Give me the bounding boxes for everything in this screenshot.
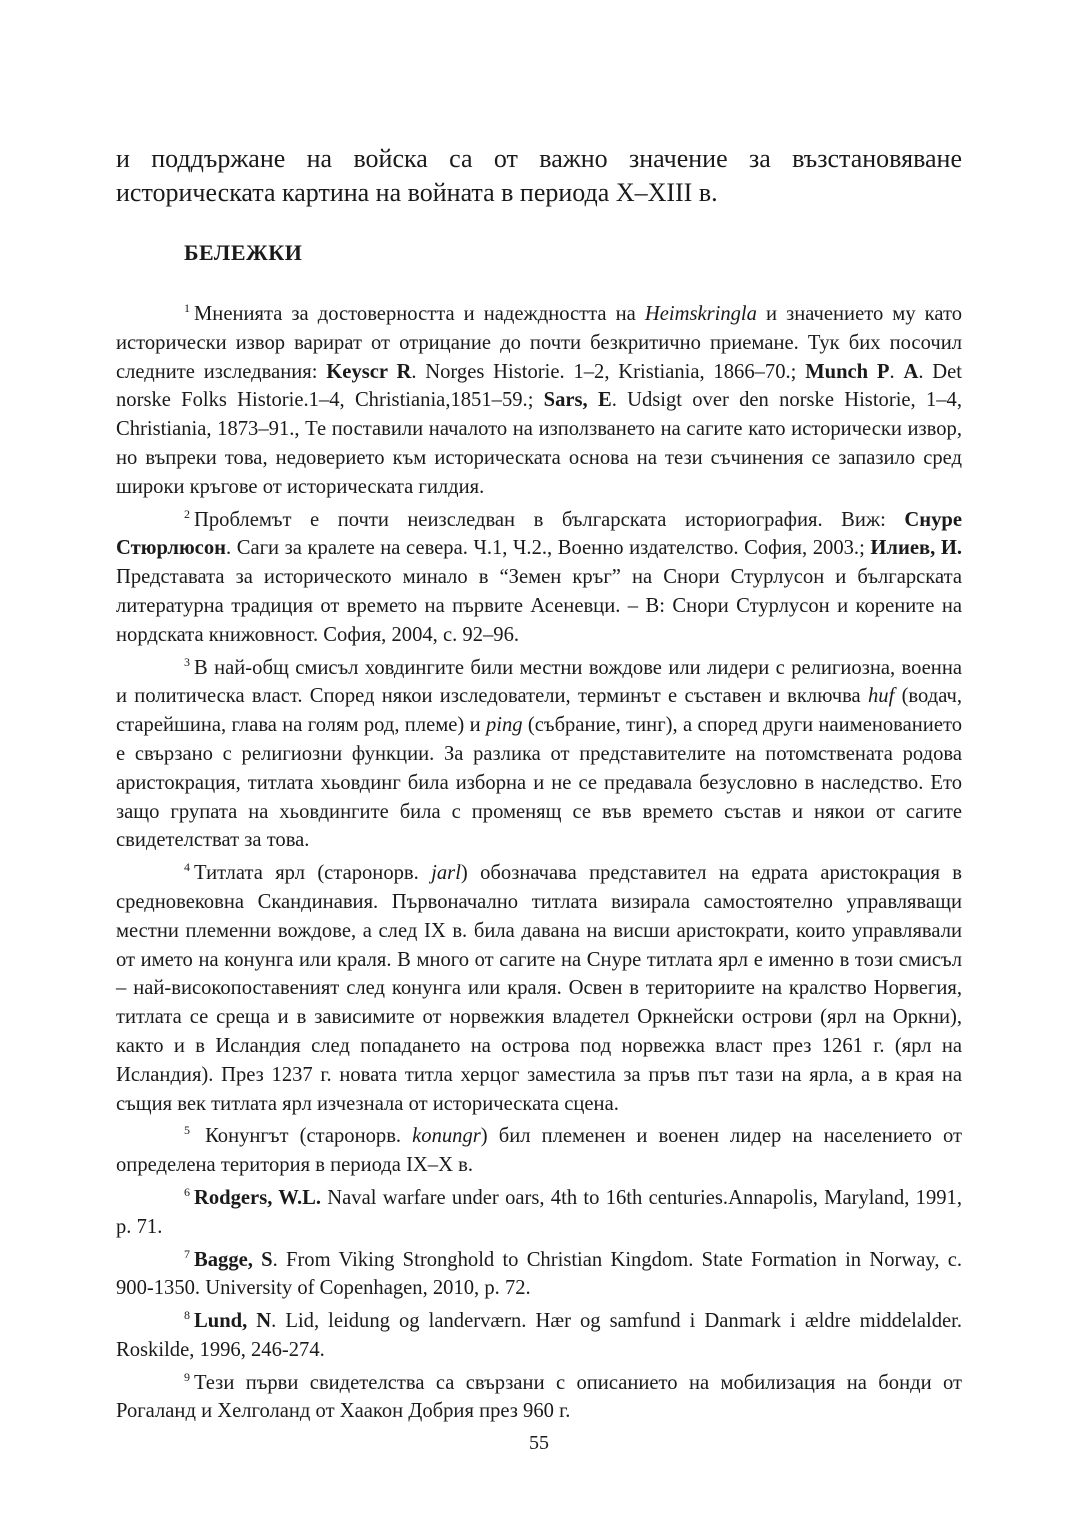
bold-reference: Sars, E: [543, 389, 612, 412]
note-text-run: Мненията за достоверността и надеждността на: [194, 303, 645, 325]
note-text-run: Титлата ярл (старонорв.: [194, 862, 432, 885]
note-3-text: [116, 654, 963, 852]
note-number: 8: [184, 1308, 190, 1323]
note-text-run: . Norges Historie. 1–2, Kristiania, 1866–70.;: [411, 360, 806, 383]
note-text-run: . Саги за кралете на севера. Ч.1, Ч.2., Военно издателство. София, 2003.;: [226, 537, 871, 560]
bold-reference: Снуре Стюрлюсон: [116, 508, 962, 560]
note-number: 7: [184, 1246, 190, 1261]
note-text-run: Представата за историческото минало в “Земен кръг” на Снори Стурлусон и българската литературна традиция от времето на първите Асеневци. – В: Снори Стурлусон и корените на нордската книжовност. София, 2004, с. 92–96.: [116, 566, 962, 646]
note-5: [116, 1122, 962, 1180]
italic-term: jarl: [431, 862, 461, 885]
note-8: [116, 1307, 962, 1365]
note-9: [116, 1369, 962, 1427]
note-text-run: ) обозначава представител на едрата аристокрация в средновековна Скандинавия. Първоначално титлата визирала самостоятелно управляващи местни племенни вождове, а след IX в. била давана на висши аристократи, които управлявали от името на конунга или краля. В много от сагите на Снуре титлата ярл е именно в този смисъл – най-високопоставеният след конунга или краля. Освен в териториите на кралство Норвегия, титлата се среща и в зависимите от норвежкия владетел Оркнейски острови (ярл на Оркни), както и в Исландия след попадането на острова под норвежка власт през 1261 г. (ярл на Исландия). През 1237 г. новата титла херцог заместила за пръв път тази на ярла, а в края на същия век титлата ярл изчезнала от историческата сцена.: [116, 862, 962, 1115]
bold-reference: Илиев, И.: [870, 537, 962, 560]
notes-list: [116, 300, 962, 1430]
note-text-run: . Det norske Folks Historie.1–4, Christiania,1851–59.;: [116, 360, 963, 412]
notes-heading: БЕЛЕЖКИ: [184, 240, 303, 265]
note-4: [116, 859, 962, 1118]
note-number: 4: [184, 860, 190, 875]
note-8-text: [116, 1310, 962, 1361]
note-2: [116, 506, 962, 650]
note-4-text: [116, 862, 962, 1114]
note-text-run: . Udsigt over den norske Historie, 1–4, Christiania, 1873–91., Те поставили началото на използването на сагите като исторически извор, но въпреки това, недоверието към историческата основа на тези съчинения се запазило сред широки кръгове от историческата гилдия.: [116, 389, 962, 498]
note-text-run: Тези първи свидетелства са свързани с описанието на мобилизация на бонди от Рогаланд и Хелголанд от Хаакон Добрия през 960 г.: [116, 1371, 962, 1423]
note-text-run: ) бил племенен и военен лидер на населението от определена територия в периода IX–X в.: [116, 1125, 962, 1177]
note-6: [116, 1184, 962, 1242]
bold-reference: Keyscr R: [326, 360, 412, 383]
note-text-run: .: [889, 360, 904, 383]
bold-reference: Bagge, S: [194, 1248, 273, 1271]
note-6-text: [116, 1184, 962, 1238]
note-number: 6: [184, 1184, 190, 1199]
note-9-text: [116, 1369, 962, 1423]
note-number: 1: [184, 301, 190, 315]
note-2-text: [116, 506, 962, 646]
note-7-text: [116, 1246, 962, 1300]
note-text-run: . Lid, leidung og landerværn. Hær og samfund i Danmark i ældre middelalder. Roskilde, 1996, 246-274.: [116, 1310, 963, 1361]
note-number: 5: [184, 1123, 190, 1138]
bold-reference: Rodgers, W.L.: [194, 1186, 322, 1209]
note-number: 2: [184, 506, 190, 521]
note-3: [116, 654, 962, 856]
note-text-run: Naval warfare under oars, 4th to 16th centuries.Annapolis, Maryland, 1991, p. 71.: [116, 1186, 962, 1238]
note-text-run: (водач, старейшина, глава на голям род, племе) и: [116, 685, 963, 737]
note-1-text: [116, 303, 962, 498]
note-5-text: [116, 1125, 962, 1176]
note-number: 9: [184, 1369, 190, 1384]
italic-term: Heimskringla: [644, 303, 757, 325]
note-text-run: . From Viking Stronghold to Christian Kingdom. State Formation in Norway, c. 900-1350. University of Copenhagen, 2010, p. 72.: [116, 1248, 962, 1300]
note-text-run: Проблемът е почти неизследван в българската историография. Виж:: [194, 508, 905, 531]
italic-term: huf: [867, 685, 895, 708]
note-text-run: (събрание, тинг), а според други наименованието е свързано с религиозни функции. За разлика от представителите на потомствената родова аристокрация, титлата хьовдинг била изборна и не се предавала безусловно в наследство. Ето защо групата на хьовдингите била с променящ се във времето състав и някои от сагите свидетелстват за това.: [116, 714, 962, 852]
note-text-run: В най-общ смисъл ховдингите били местни вождове или лидери с религиозна, военна и политическа власт. Според някои изследователи, терминът е съставен и включва: [116, 656, 962, 708]
bold-reference: Munch P: [805, 360, 890, 383]
note-7: [116, 1246, 962, 1304]
note-text-run: Конунгът (старонорв.: [194, 1125, 413, 1148]
note-1: [116, 300, 962, 502]
note-number: 3: [184, 654, 190, 669]
document-page: [116, 0, 962, 1536]
italic-term: ping: [485, 714, 523, 737]
italic-term: konungr: [412, 1125, 481, 1148]
note-text-run: и значението му като исторически извор варират от отрицание до почти безкритично приемане. Тук бих посочил следните изследвания:: [116, 303, 962, 383]
page-number: 55: [529, 1432, 549, 1454]
bold-reference: Lund, N: [194, 1310, 272, 1333]
bold-reference: A: [903, 360, 919, 383]
intro-paragraph: и поддържане на войска са от важно значение за възстановяване историческата картина на войната в периода X–XIII в.: [116, 144, 962, 207]
